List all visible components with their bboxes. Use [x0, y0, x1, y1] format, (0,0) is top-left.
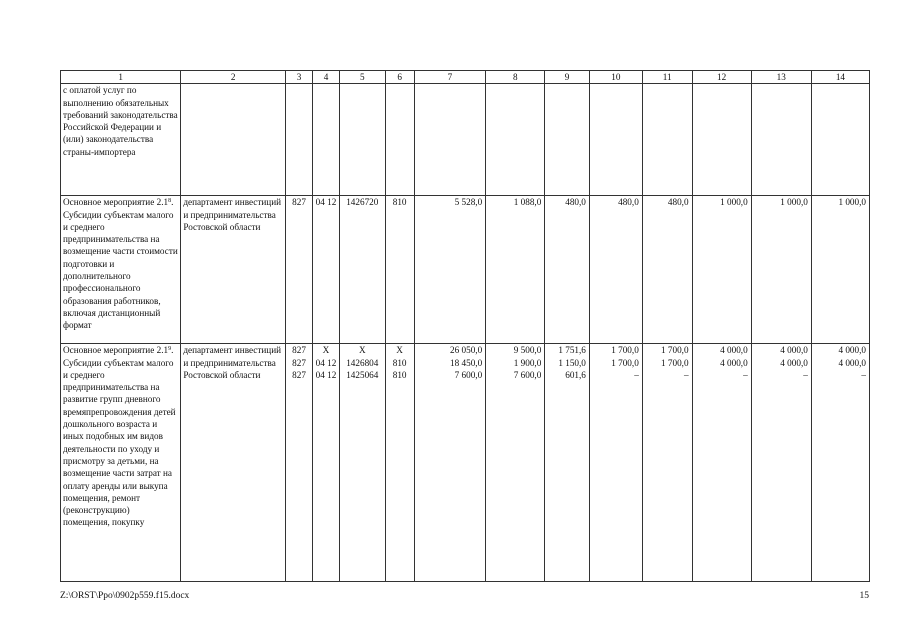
year-amount-cell: 1 700,0 1 700,0 – — [642, 344, 692, 582]
column-header-row — [61, 71, 870, 84]
empty-cell — [545, 84, 590, 196]
measure-description: Основное мероприятие $2.1^8$. Субсидии субъектам малого и среднего предпринимательства на возмещение части стоимости подготовки и дополнительного профессионального образования работников, включая дистанционный формат — [61, 196, 181, 344]
footer-file-path: Z:\ORST\Ppo\0902p559.f15.docx — [60, 591, 190, 601]
year-amount-cell: 480,0 — [642, 196, 692, 344]
table-row-measure-2-1-8 — [61, 196, 870, 344]
year-amount-cell: 1 700,0 1 700,0 – — [589, 344, 642, 582]
empty-cell — [286, 84, 313, 196]
year-amount-cell: 4 000,0 4 000,0 – — [811, 344, 869, 582]
total-amount-cell: 5 528,0 — [414, 196, 486, 344]
column-header: 7 — [414, 71, 486, 84]
vr-code-cell: X 810 810 — [385, 344, 414, 582]
column-header: 4 — [313, 71, 340, 84]
empty-cell — [313, 84, 340, 196]
rzpr-code-cell: X 04 12 04 12 — [313, 344, 340, 582]
executor-cell: департамент инвестиций и предпринимательства Ростовской области — [181, 344, 286, 582]
executor-cell: департамент инвестиций и предпринимательства Ростовской области — [181, 196, 286, 344]
empty-cell — [181, 84, 286, 196]
column-header: 10 — [589, 71, 642, 84]
year-amount-cell: 9 500,0 1 900,0 7 600,0 — [486, 344, 545, 582]
empty-cell — [385, 84, 414, 196]
year-amount-cell: 1 088,0 — [486, 196, 545, 344]
grbs-code-cell: 827 827 827 — [286, 344, 313, 582]
column-header: 5 — [339, 71, 385, 84]
empty-cell — [339, 84, 385, 196]
column-header: 6 — [385, 71, 414, 84]
year-amount-cell: 480,0 — [545, 196, 590, 344]
year-amount-cell: 1 751,6 1 150,0 601,6 — [545, 344, 590, 582]
csr-code-cell: X 1426804 1425064 — [339, 344, 385, 582]
grbs-code-cell: 827 — [286, 196, 313, 344]
page-number: 15 — [859, 591, 869, 601]
column-header: 3 — [286, 71, 313, 84]
table-row-measure-2-1-9 — [61, 344, 870, 582]
year-amount-cell: 4 000,0 4 000,0 – — [751, 344, 811, 582]
csr-code-cell: 1426720 — [339, 196, 385, 344]
empty-cell — [751, 84, 811, 196]
year-amount-cell: 1 000,0 — [811, 196, 869, 344]
measure-description: Основное мероприятие $2.1^9$. Субсидии субъектам малого и среднего предпринимательства на развитие групп дневного времяпрепровождения детей дошкольного возраста и иных подобных им видов деятельности по уходу и присмотру за детьми, на возмещение части затрат на оплату аренды или выкупа помещения, ремонт (реконструкцию) помещения, покупку — [61, 344, 181, 582]
year-amount-cell: 1 000,0 — [692, 196, 751, 344]
column-header: 9 — [545, 71, 590, 84]
year-amount-cell: 480,0 — [589, 196, 642, 344]
empty-cell — [692, 84, 751, 196]
rzpr-code-cell: 04 12 — [313, 196, 340, 344]
column-header: 2 — [181, 71, 286, 84]
column-header: 14 — [811, 71, 869, 84]
table-row-continuation — [61, 84, 870, 196]
column-header: 1 — [61, 71, 181, 84]
empty-cell — [642, 84, 692, 196]
continuation-description: с оплатой услуг по выполнению обязательных требований законодательства Российской Федерации и (или) законодательства страны-импортера — [61, 84, 181, 196]
column-header: 11 — [642, 71, 692, 84]
empty-cell — [414, 84, 486, 196]
column-header: 13 — [751, 71, 811, 84]
empty-cell — [486, 84, 545, 196]
year-amount-cell: 1 000,0 — [751, 196, 811, 344]
column-header: 8 — [486, 71, 545, 84]
vr-code-cell: 810 — [385, 196, 414, 344]
column-header: 12 — [692, 71, 751, 84]
empty-cell — [589, 84, 642, 196]
budget-table — [60, 70, 870, 582]
year-amount-cell: 4 000,0 4 000,0 – — [692, 344, 751, 582]
empty-cell — [811, 84, 869, 196]
total-amount-cell: 26 050,0 18 450,0 7 600,0 — [414, 344, 486, 582]
